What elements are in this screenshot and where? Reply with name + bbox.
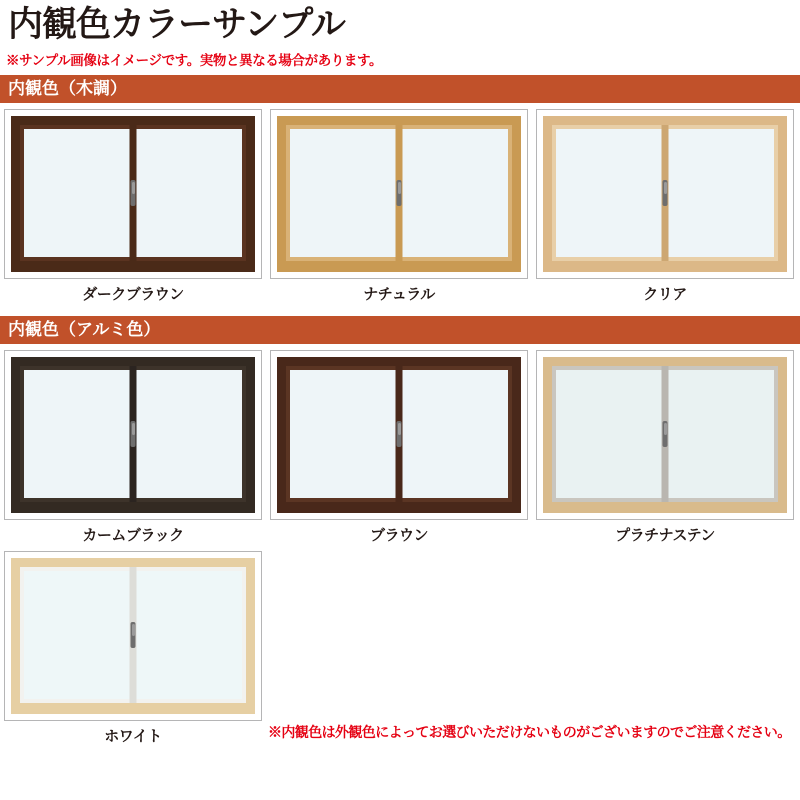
window-handle-icon	[397, 180, 402, 206]
sample-grid-wood	[0, 103, 800, 310]
window-handle-icon	[131, 180, 136, 206]
window-glass-area	[20, 567, 246, 703]
window-glass-area	[20, 366, 246, 502]
window-sash-left	[286, 366, 399, 502]
window-frame	[543, 357, 787, 513]
window-sample-dark-brown	[4, 109, 262, 279]
window-frame	[11, 116, 255, 272]
window-frame	[11, 558, 255, 714]
window-sample-calm-black	[4, 350, 262, 520]
window-sample-platina-stain	[536, 350, 794, 520]
window-sash-right	[399, 366, 512, 502]
window-frame	[277, 357, 521, 513]
window-sample-brown	[270, 350, 528, 520]
window-handle-icon	[397, 421, 402, 447]
window-frame	[11, 357, 255, 513]
section-header-wood: 内観色（木調）	[0, 75, 800, 103]
window-glass-area	[286, 125, 512, 261]
page-title: 内観色カラーサンプル	[8, 5, 345, 44]
window-sash-left	[20, 366, 133, 502]
sample-label: ホワイト	[104, 728, 162, 746]
sample-cell	[4, 350, 262, 551]
sample-label: プラチナステン	[615, 527, 715, 545]
window-sash-right	[665, 366, 778, 502]
sample-cell	[270, 109, 528, 310]
sample-grid-aluminum	[0, 344, 800, 551]
window-frame	[543, 116, 787, 272]
window-sample-clear	[536, 109, 794, 279]
window-sample-white	[4, 551, 262, 721]
sample-label: カームブラック	[82, 527, 184, 545]
sample-cell	[270, 350, 528, 551]
window-handle-icon	[131, 421, 136, 447]
window-glass-area	[286, 366, 512, 502]
window-sash-right	[133, 567, 246, 703]
window-sample-natural	[270, 109, 528, 279]
window-glass-area	[20, 125, 246, 261]
sample-cell	[536, 109, 794, 310]
sample-cell	[4, 551, 262, 752]
footer-notice: ※内観色は外観色によってお選びいただけないものがございますのでご注意ください。	[268, 724, 791, 741]
sample-label: ダークブラウン	[82, 286, 184, 304]
sample-label: ナチュラル	[363, 286, 435, 304]
footer-row	[0, 551, 800, 752]
window-sash-left	[20, 567, 133, 703]
window-sash-right	[665, 125, 778, 261]
window-sash-left	[552, 366, 665, 502]
window-sash-right	[133, 125, 246, 261]
sample-label: ブラウン	[369, 527, 428, 545]
section-header-aluminum: 内観色（アルミ色）	[0, 316, 800, 344]
window-handle-icon	[663, 421, 668, 447]
window-glass-area	[552, 125, 778, 261]
window-sash-left	[552, 125, 665, 261]
window-sash-right	[133, 366, 246, 502]
window-sash-left	[286, 125, 399, 261]
sample-image-notice: ※サンプル画像はイメージです。実物と異なる場合があります。	[6, 53, 383, 69]
window-handle-icon	[663, 180, 668, 206]
sample-cell	[536, 350, 794, 551]
window-handle-icon	[131, 622, 136, 648]
window-sash-left	[20, 125, 133, 261]
window-sash-right	[399, 125, 512, 261]
window-glass-area	[552, 366, 778, 502]
sample-label: クリア	[643, 286, 687, 304]
sample-cell	[4, 109, 262, 310]
window-frame	[277, 116, 521, 272]
